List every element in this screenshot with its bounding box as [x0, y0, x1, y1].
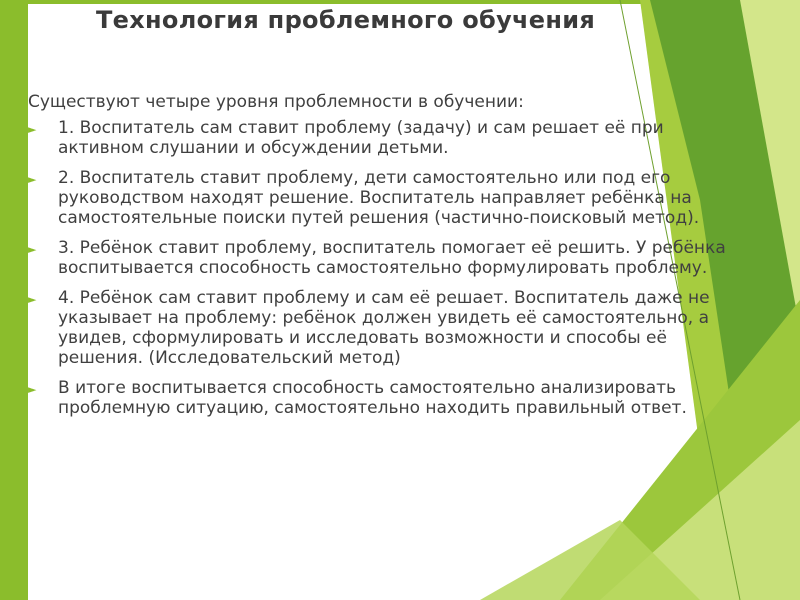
list-item-text: 1. Воспитатель сам ставит проблему (задачу) и сам решает её при активном слушании и обсуждении детьми.: [58, 118, 664, 158]
arrow-bullet-icon: ►: [28, 123, 37, 136]
page-title: Технология проблемного обучения: [96, 6, 596, 34]
arrow-bullet-icon: ►: [28, 243, 37, 256]
list-item: [28, 288, 748, 368]
list-item: [28, 118, 748, 158]
levels-list: [28, 118, 748, 418]
arrow-bullet-icon: ►: [28, 383, 37, 396]
list-item: [28, 378, 748, 418]
slide-content: [28, 92, 748, 428]
list-item-text: В итоге воспитывается способность самостоятельно анализировать проблемную ситуацию, самостоятельно находить правильный ответ.: [58, 378, 687, 418]
arrow-bullet-icon: ►: [28, 293, 37, 306]
intro-text: Существуют четыре уровня проблемности в обучении:: [28, 92, 524, 112]
list-item: [28, 168, 748, 228]
list-item-text: 4. Ребёнок сам ставит проблему и сам её решает. Воспитатель даже не указывает на проблему: ребёнок должен увидеть её самостоятельно, а увидев, сформулировать и исследовать возможности и способы её решения. (Исследовательский метод): [58, 288, 710, 368]
list-item-text: 3. Ребёнок ставит проблему, воспитатель помогает её решить. У ребёнка воспитывается способность самостоятельно формулировать проблему.: [58, 238, 726, 278]
arrow-bullet-icon: ►: [28, 173, 37, 186]
list-item-text: 2. Воспитатель ставит проблему, дети самостоятельно или под его руководством находят решение. Воспитатель направляет ребёнка на самостоятельные поиски путей решения (частично-поисковый метод).: [58, 168, 700, 228]
bg-green-band-left: [0, 0, 28, 600]
list-item: [28, 238, 748, 278]
